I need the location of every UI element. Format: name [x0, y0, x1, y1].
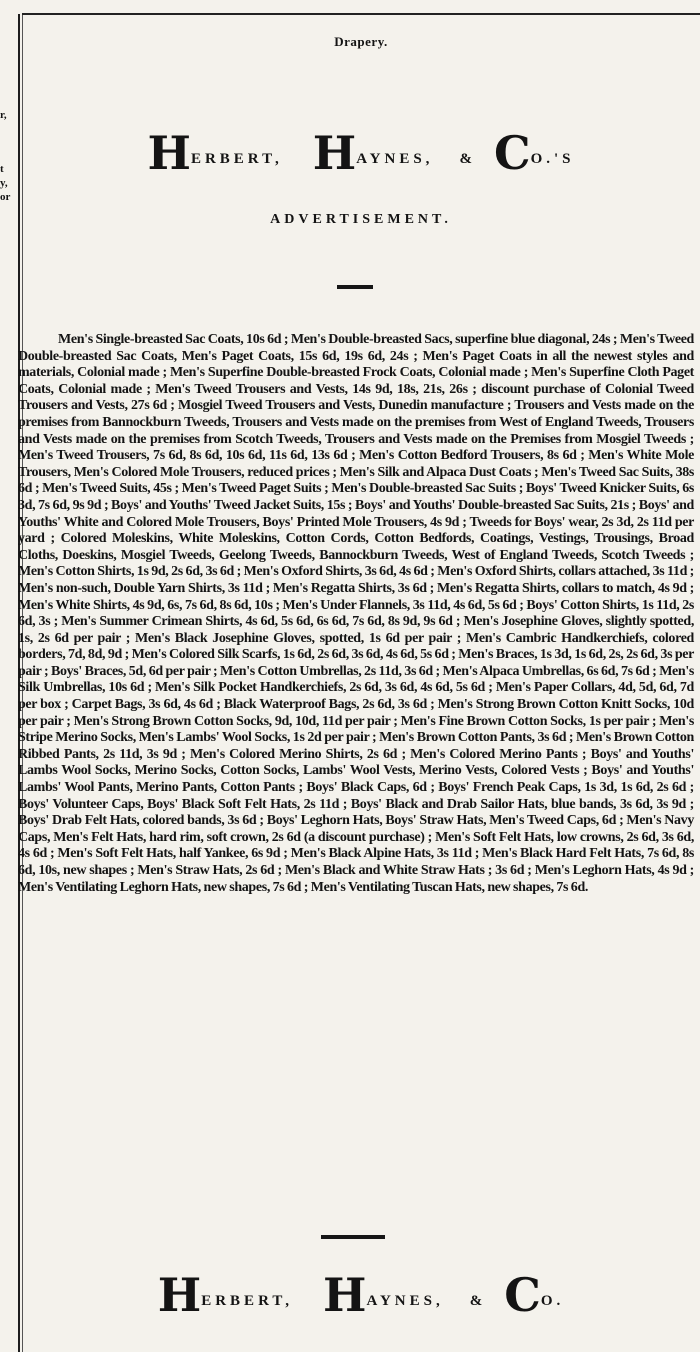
firm-word-co: O.'S: [530, 151, 575, 167]
firm-word-herbert: ERBERT,: [190, 151, 283, 167]
left-fragment: r,: [0, 109, 7, 121]
firm-word-herbert: ERBERT,: [201, 1293, 294, 1309]
firm-initial-herbert: H: [157, 1268, 202, 1322]
firm-ampersand: &: [459, 151, 472, 167]
firm-initial-haynes: H: [323, 1268, 367, 1322]
firm-initial-co: C: [504, 1268, 541, 1322]
section-heading: Drapery.: [334, 34, 388, 49]
left-fragment: or: [0, 191, 11, 203]
left-fragment: y,: [0, 177, 8, 189]
left-fragment: t: [0, 163, 4, 175]
firm-word-co: O.: [540, 1293, 565, 1309]
divider-rule-top: [337, 285, 373, 289]
firm-initial-haynes: H: [312, 126, 357, 180]
firm-ampersand: &: [469, 1293, 483, 1309]
firm-name-top: [22, 126, 700, 180]
firm-initial-herbert: H: [147, 126, 191, 180]
firm-initial-co: C: [493, 126, 531, 180]
divider-rule-bottom: [321, 1235, 385, 1239]
firm-word-haynes: AYNES,: [356, 151, 434, 167]
top-rule: [22, 13, 700, 15]
advertisement-body: Men's Single-breasted Sac Coats, 10s 6d ; Men's Double-breasted Sacs, superfine blue diagonal, 24s ; Men's Tweed Double-breasted Sac Coats, Men's Paget Coats, 15s 6d, 19s 6d, 24s ; Men's Paget Coats in all the newest styles and materials, Colonial made ; Men's Superfine Double-breasted Frock Coats, Colonial made ; Men's Superfine Cloth Paget Coats, Colonial made ; Men's Tweed Trousers and Vests, 14s 9d, 18s, 21s, 26s ; discount purchase of Colonial Tweed Trousers and Vests, 27s 6d ; Mosgiel Tweed Trousers and Vests, Dunedin manufacture ; Trousers and Vests made on the premises from Bannockburn Tweeds, Trousers and Vests made on the premises from West of England Tweeds, Trousers and Vests made on the premises from Scotch Tweeds, Trousers and Vests made on the Premises from Mosgiel Tweeds ; Men's Tweed Trousers, 7s 6d, 8s 6d, 10s 6d, 11s 6d, 13s 6d ; Men's Cotton Bedford Trousers, 8s 6d ; Men's White Mole Trousers, Men's Colored Mole Trousers, reduced prices ; Men's Silk and Alpaca Dust Coats ; Men's Tweed Sac Suits, 38s 6d ; Men's Tweed Suits, 45s ; Men's Tweed Paget Suits ; Men's Double-breasted Sac Suits ; Boys' Tweed Knicker Suits, 6s 3d, 7s 6d, 9s 9d ; Boys' and Youths' Tweed Jacket Suits, 15s ; Boys' and Youths' Double-breasted Sac Suits, 21s ; Boys' and Youths' White and Colored Mole Trousers, Boys' Printed Mole Trousers, 4s 9d ; Tweeds for Boys' wear, 2s 3d, 2s 11d per yard ; Colored Moleskins, White Moleskins, Cotton Cords, Cotton Bedfords, Coatings, Vestings, Trousings, Broad Cloths, Doeskins, Mosgiel Tweeds, Geelong Tweeds, Bannockburn Tweeds, West of England Tweeds, Scotch Tweeds ; Men's Cotton Shirts, 1s 9d, 2s 6d, 3s 6d ; Men's Oxford Shirts, 3s 6d, 4s 6d ; Men's Oxford Shirts, collars attached, 3s 11d ; Men's non-such, Double Yarn Shirts, 3s 11d ; Men's Regatta Shirts, 3s 6d ; Men's Regatta Shirts, collars to match, 4s 9d ; Men's White Shirts, 4s 9d, 6s, 7s 6d, 8s 6d, 10s ; Men's Under Flannels, 3s 11d, 4s 6d, 5s 6d ; Boys' Cotton Shirts, 1s 11d, 2s 6d, 3s ; Men's Summer Crimean Shirts, 4s 6d, 5s 6d, 6s 6d, 7s 6d, 8s 9d, 9s 6d ; Men's Josephine Gloves, slightly spotted, 1s, 2s 6d per pair ; Men's Black Josephine Gloves, spotted, 1s 6d per pair ; Men's Cambric Handkerchiefs, colored borders, 7d, 8d, 9d ; Men's Colored Silk Scarfs, 1s 6d, 2s 6d, 3s 6d, 4s 6d, 5s 6d ; Men's Braces, 1s 3d, 1s 6d, 2s, 2s 6d, 3s per pair ; Boys' Braces, 5d, 6d per pair ; Men's Cotton Umbrellas, 2s 11d, 3s 6d ; Men's Alpaca Umbrellas, 6s 6d, 7s 6d ; Men's Silk Umbrellas, 10s 6d ; Men's Silk Pocket Handkerchiefs, 2s 6d, 3s 6d, 4s 6d, 5s 6d ; Men's Paper Collars, 4d, 5d, 6d, 7d per box ; Carpet Bags, 3s 6d, 4s 6d ; Black Waterproof Bags, 2s 6d, 3s 6d ; Men's Strong Brown Cotton Knitt Socks, 10d per pair ; Men's Strong Brown Cotton Socks, 9d, 10d, 11d per pair ; Men's Fine Brown Cotton Socks, 1s per pair ; Men's Stripe Merino Socks, Men's Lambs' Wool Socks, 1s 2d per pair ; Men's Brown Cotton Pants, 3s 6d ; Men's Brown Cotton Ribbed Pants, 2s 11d, 3s 9d ; Men's Colored Merino Shirts, 2s 6d ; Men's Colored Merino Pants ; Boys' and Youths' Lambs Wool Socks, Merino Socks, Cotton Socks, Lambs' Wool Vests, Merino Vests, Colored Vests ; Boys' and Youths' Lambs' Wool Pants, Merino Pants, Cotton Pants ; Boys' Black Caps, 6d ; Boys' French Peak Caps, 1s 3d, 1s 6d, 2s 6d ; Boys' Volunteer Caps, Boys' Black Soft Felt Hats, 2s 11d ; Boys' Black and Drab Sailor Hats, blue bands, 3s 6d, 3s 9d ; Boys' Drab Felt Hats, colored bands, 3s 6d ; Boys' Leghorn Hats, Boys' Straw Hats, Men's Tweed Caps, 6d ; Men's Navy Caps, Men's Felt Hats, hard rim, soft crown, 2s 6d (a discount purchase) ; Men's Soft Felt Hats, low crowns, 2s 6d, 3s 6d, 4s 6d ; Men's Soft Felt Hats, half Yankee, 6s 9d ; Men's Black Alpine Hats, 3s 11d ; Men's Black Hard Felt Hats, 7s 6d, 8s 6d, 10s, new shapes ; Men's Straw Hats, 2s 6d ; Men's Black and White Straw Hats ; 3s 6d ; Men's Leghorn Hats, 4s 9d ; Men's Ventilating Leghorn Hats, new shapes, 7s 6d ; Men's Ventilating Tuscan Hats, new shapes, 7s 6d.: [18, 332, 694, 895]
firm-word-haynes: AYNES,: [366, 1293, 444, 1309]
advertisement-heading: ADVERTISEMENT.: [270, 212, 452, 227]
firm-name-bottom: [22, 1268, 700, 1322]
left-column-fragments: [0, 0, 14, 1352]
